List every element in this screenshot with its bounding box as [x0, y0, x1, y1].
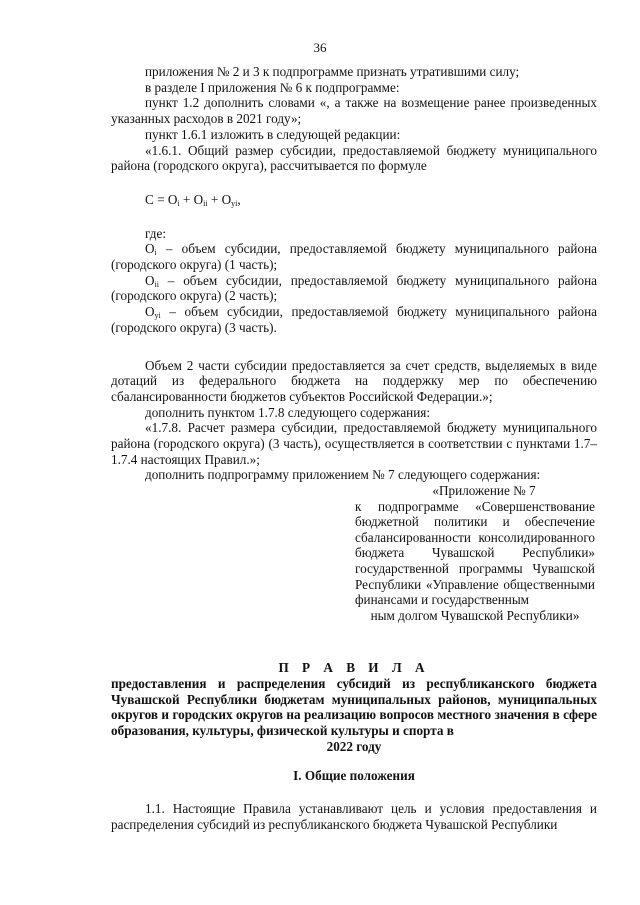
formula-sub: ii — [203, 198, 208, 208]
symbol-sub: i — [154, 248, 157, 258]
symbol-sub: yi — [154, 311, 161, 321]
paragraph: Объем 2 части субсидии предоставляется за счет средств, выделяемых в виде дотаций из федерального бюджета на поддержку мер по обеспечению сбалансированности бюджетов субъектов Российской Федерации.»; — [111, 357, 597, 404]
paragraph: дополнить подпрограмму приложением № 7 следующего содержания: — [145, 467, 541, 483]
rules-title: П Р А В И Л А — [278, 660, 430, 675]
formula — [145, 192, 597, 208]
amendments-text — [111, 64, 597, 483]
paragraph: 1.1. Настоящие Правила устанавливают цель и условия предоставления и распределения субсидий из республиканского бюджета Чувашской Республики — [111, 801, 597, 832]
appendix-body: к подпрограмме «Совершенствование бюджетной политики и обеспечение сбалансированности консолидированного бюджета Чувашской Республики» государственной программы Чувашской Республики «Управление общественными финансами и государственным — [355, 498, 595, 608]
page-number: 36 — [313, 40, 327, 55]
symbol: О — [145, 304, 155, 320]
formula-sub: yi — [231, 198, 238, 208]
formula-lhs: С = О — [145, 191, 178, 207]
where-label: где: — [145, 225, 166, 241]
paragraph: в разделе I приложения № 6 к подпрограмме: — [145, 79, 400, 95]
paragraph: дополнить пунктом 1.7.8 следующего содержания: — [145, 404, 431, 420]
definition-2 — [111, 273, 597, 304]
formula-tail: , — [237, 191, 241, 207]
formula-plus: + О — [207, 191, 232, 207]
formula-plus: + О — [179, 191, 204, 207]
section-heading: I. Общие положения — [293, 768, 415, 783]
paragraph: «1.6.1. Общий размер субсидии, предоставляемой бюджету муниципального района (городского округа), рассчитывается по формуле — [111, 142, 597, 174]
paragraph: пункт 1.2 дополнить словами «, а также на возмещение ранее произведенных указанных расходов в 2021 году»; — [111, 95, 597, 127]
definition-text: – объем субсидии, предоставляемой бюджету муниципального района (городского округа) (3 часть). — [111, 304, 597, 335]
symbol-sub: ii — [154, 279, 159, 289]
appendix-title: «Приложение № 7 — [432, 483, 536, 498]
rules-subtitle — [111, 676, 597, 755]
section-paragraph — [111, 801, 597, 832]
symbol: О — [145, 241, 155, 257]
definition-text: – объем субсидии, предоставляемой бюджету муниципального района (городского округа) (2 часть); — [111, 272, 597, 304]
rules-subtitle-text: предоставления и распределения субсидий из республиканского бюджета Чувашской Республики бюджетам муниципальных районов, муниципальных округов и городских округов на реализацию вопросов местного значения в сфере образования, культуры, физической культуры и спорта в — [111, 676, 597, 739]
appendix-header — [355, 483, 595, 623]
rules-year: 2022 году — [326, 738, 382, 754]
symbol: О — [145, 272, 155, 288]
paragraph: приложения № 2 и 3 к подпрограмме признать утратившими силу; — [145, 64, 520, 79]
definition-1 — [111, 241, 597, 272]
formula-sub: i — [177, 198, 180, 208]
definition-text: – объем субсидии, предоставляемой бюджету муниципального района (городского округа) (1 часть); — [111, 241, 597, 273]
definition-3 — [111, 304, 597, 335]
appendix-last-line: ным долгом Чувашской Республики» — [370, 607, 580, 623]
paragraph: пункт 1.6.1 изложить в следующей редакции: — [145, 126, 401, 142]
paragraph: «1.7.8. Расчет размера субсидии, предоставляемой бюджету муниципального района (городского округа) (3 часть), осуществляется в соответствии с пунктами 1.7–1.7.4 настоящих Правил.»; — [111, 420, 597, 467]
